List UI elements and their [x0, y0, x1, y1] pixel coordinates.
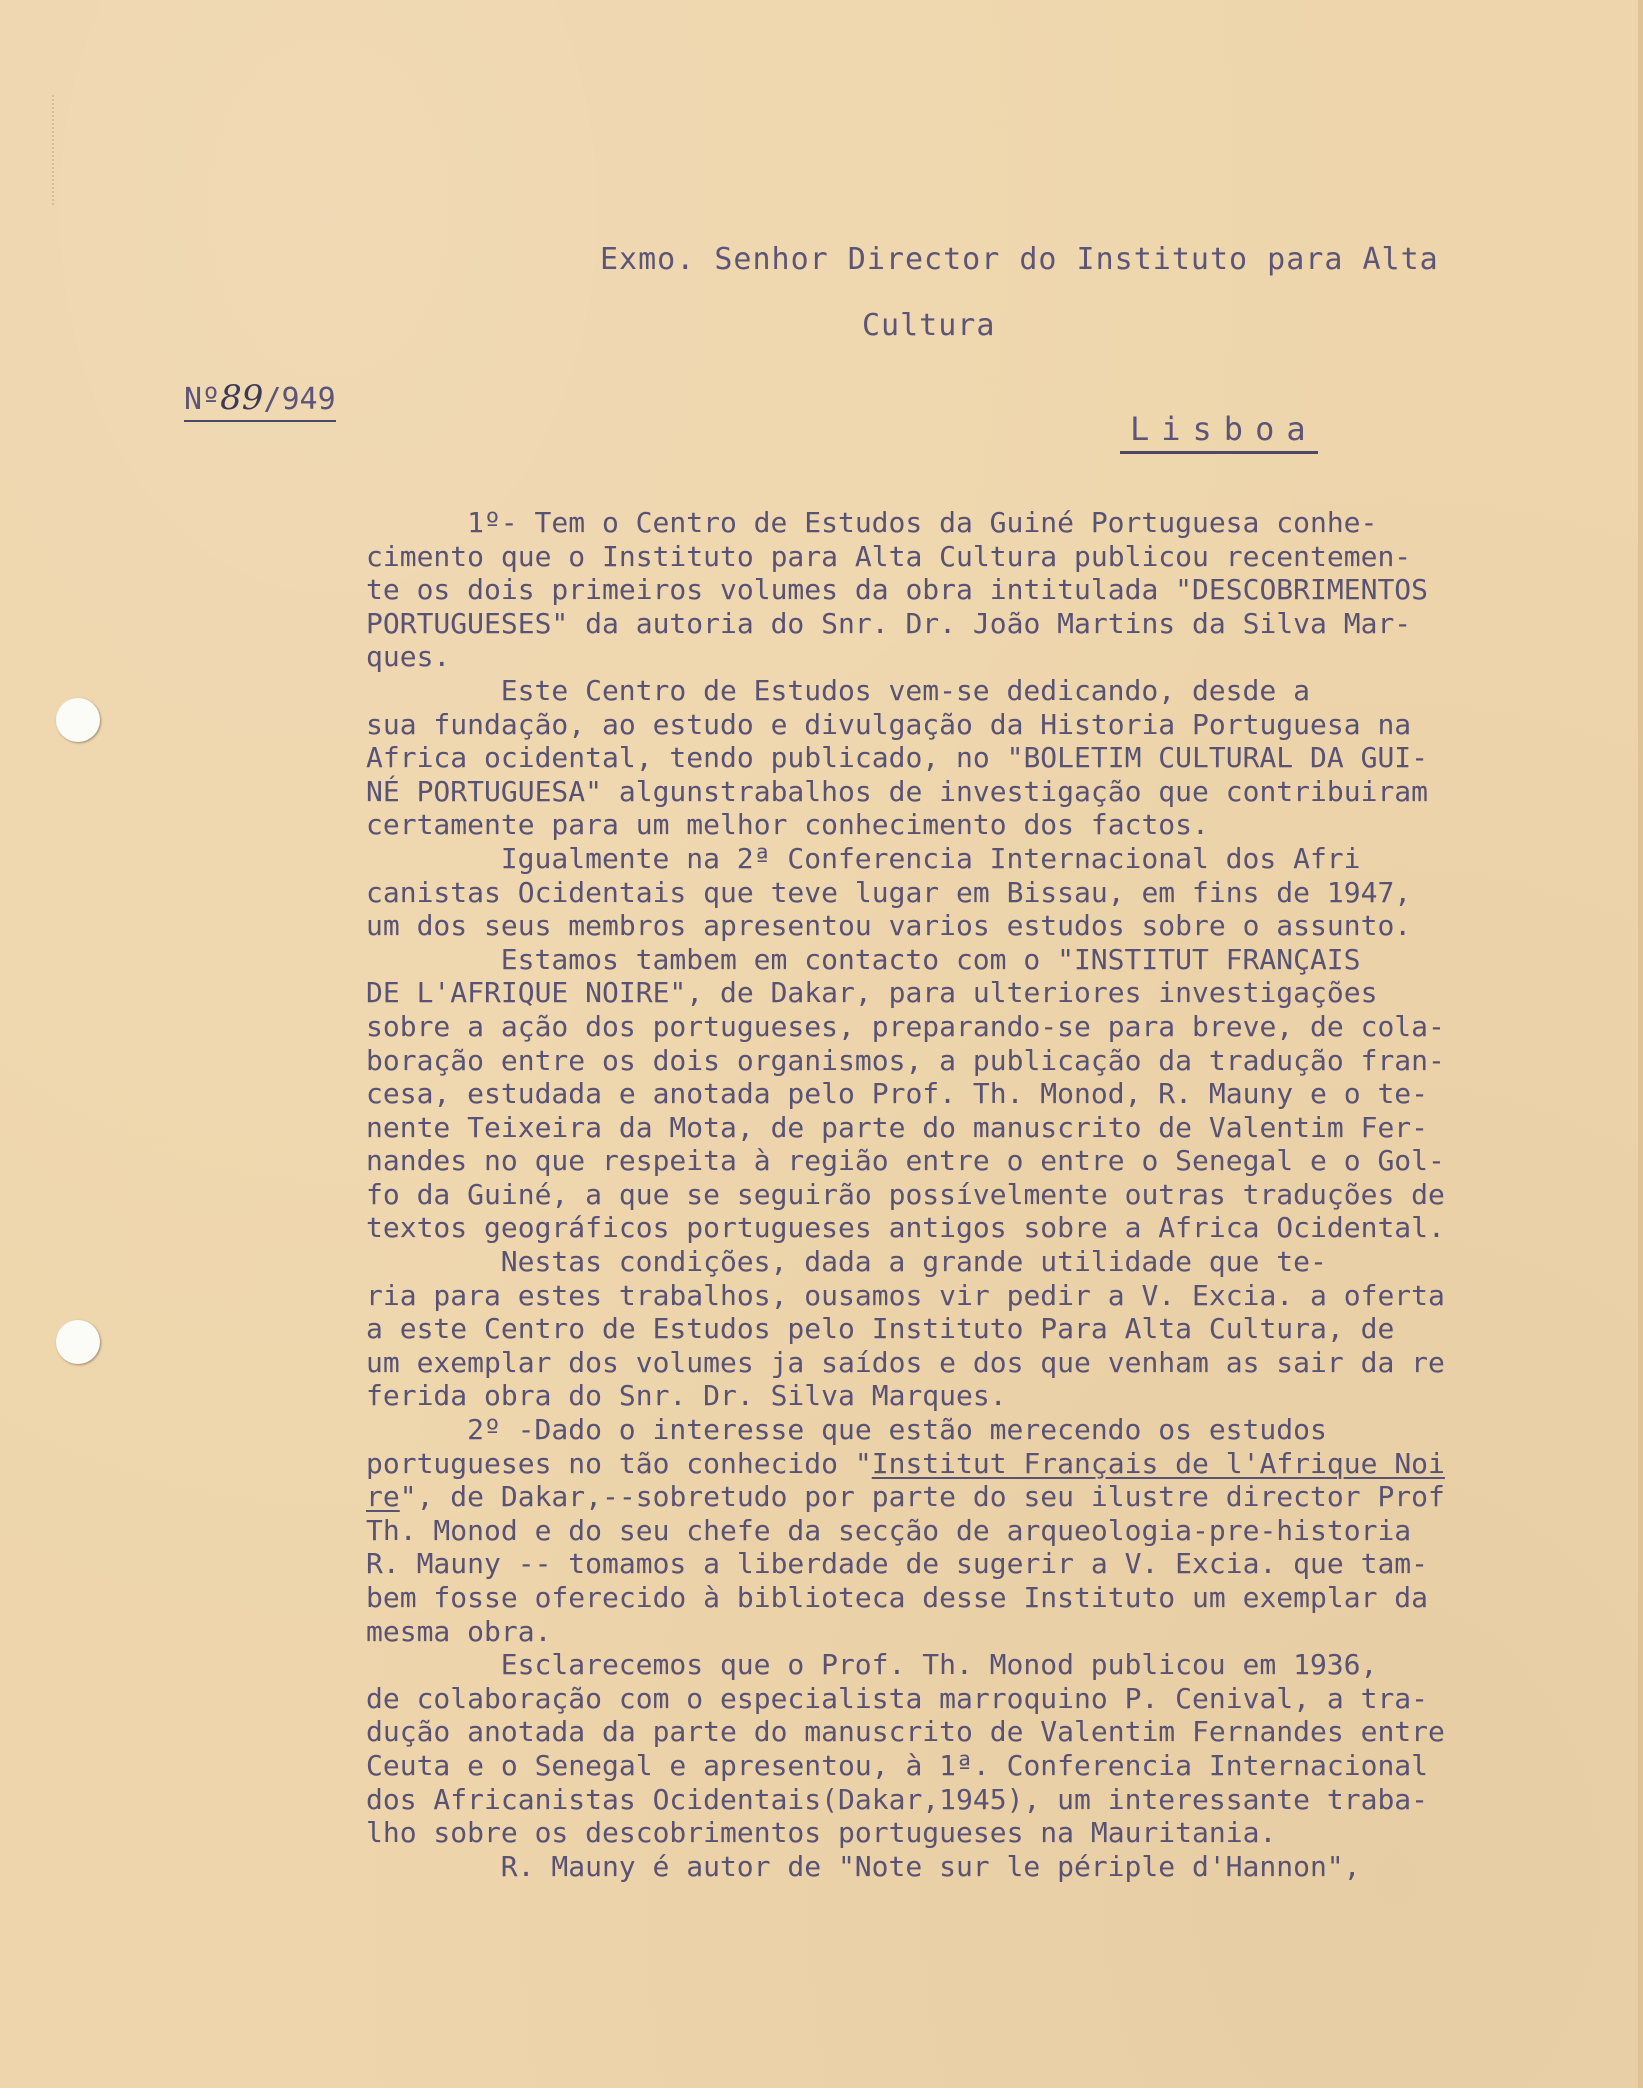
body-line: [366, 876, 1636, 910]
body-line: [366, 775, 1636, 809]
body-line-text: portugueses no tão conhecido ": [366, 1446, 872, 1480]
body-line-text: Este Centro de Estudos vem-se dedicando, desde a: [500, 673, 1310, 707]
body-line: [366, 1447, 1636, 1481]
body-line: [366, 1279, 1636, 1313]
body-line-text: cesa, estudada e anotada pelo Prof. Th. Monod, R. Mauny e o te-: [366, 1077, 1429, 1111]
body-line-text: cimento que o Instituto para Alta Cultura publicou recentemen-: [366, 539, 1412, 573]
body-line-text: R. Mauny -- tomamos a liberdade de sugerir a V. Excia. que tam-: [366, 1547, 1429, 1581]
body-line-text: NÉ PORTUGUESA" algunstrabalhos de investigação que contribuiram: [366, 774, 1429, 808]
body-line: [366, 1346, 1636, 1380]
punch-hole-top: [56, 698, 100, 742]
reference-year: /949: [263, 382, 336, 417]
body-line-text: R. Mauny é autor de "Note sur le périple d'Hannon",: [500, 1849, 1361, 1883]
city-heading: Lisboa: [1120, 410, 1318, 454]
body-line-text: um dos seus membros apresentou varios estudos sobre o assunto.: [366, 909, 1412, 943]
body-line-text: sobre a ação dos portugueses, preparando-se para breve, de cola-: [366, 1009, 1445, 1043]
body-line-text: Nestas condições, dada a grande utilidade que te-: [500, 1245, 1327, 1279]
body-line-text: mesma obra.: [366, 1614, 552, 1648]
body-line-text: sua fundação, ao estudo e divulgação da Historia Portuguesa na: [366, 707, 1412, 741]
reference-number: [184, 378, 336, 422]
body-line-text: canistas Ocidentais que teve lugar em Bissau, em fins de 1947,: [366, 875, 1412, 909]
body-line: [366, 1581, 1636, 1615]
body-line-text: Igualmente na 2ª Conferencia Internacional dos Afri: [500, 841, 1361, 875]
body-line-text: dução anotada da parte do manuscrito de Valentim Fernandes entre: [366, 1715, 1445, 1749]
body-line: [366, 1816, 1636, 1850]
body-line: [366, 1178, 1636, 1212]
body-line: [366, 842, 1636, 876]
underlined-institution-name: re: [366, 1480, 400, 1514]
body-line-text: dos Africanistas Ocidentais(Dakar,1945), um interessante traba-: [366, 1782, 1429, 1816]
body-line-text: te os dois primeiros volumes da obra intitulada "DESCOBRIMENTOS: [366, 573, 1429, 607]
body-line: [366, 640, 1636, 674]
body-line: [366, 1245, 1636, 1279]
body-line: [366, 943, 1636, 977]
body-line: [366, 1850, 1636, 1884]
body-line: [366, 1648, 1636, 1682]
body-line-text: 2º -Dado o interesse que estão merecendo os estudos: [467, 1413, 1327, 1447]
body-line: [366, 1615, 1636, 1649]
body-line: [366, 1413, 1636, 1447]
letter-body: [366, 506, 1636, 1883]
body-line: [366, 1111, 1636, 1145]
underlined-institution-name: Institut Français de l'Afrique Noi: [871, 1446, 1445, 1480]
body-line-text: Esclarecemos que o Prof. Th. Monod publicou em 1936,: [500, 1648, 1378, 1682]
body-line: [366, 1480, 1636, 1514]
body-line: [366, 674, 1636, 708]
body-line: [366, 1682, 1636, 1716]
body-line-text: certamente para um melhor conhecimento dos factos.: [366, 808, 1209, 842]
body-line-text: DE L'AFRIQUE NOIRE", de Dakar, para ulteriores investigações: [366, 976, 1378, 1010]
body-line-text: ria para estes trabalhos, ousamos vir pedir a V. Excia. a oferta: [366, 1278, 1445, 1312]
body-line-text: Africa ocidental, tendo publicado, no "BOLETIM CULTURAL DA GUI-: [366, 741, 1429, 775]
addressee-line-2: Cultura: [862, 308, 996, 343]
body-line: [366, 1077, 1636, 1111]
body-line: [366, 1379, 1636, 1413]
body-line: [366, 540, 1636, 574]
body-line: [366, 1010, 1636, 1044]
body-line: [366, 1044, 1636, 1078]
body-line: [366, 1715, 1636, 1749]
body-line: [366, 573, 1636, 607]
body-line-text: nente Teixeira da Mota, de parte do manuscrito de Valentim Fer-: [366, 1110, 1429, 1144]
body-line-text: PORTUGUESES" da autoria do Snr. Dr. João Martins da Silva Mar-: [366, 606, 1412, 640]
body-line-text-cont: ", de Dakar,--sobretudo por parte do seu ilustre director Prof: [399, 1480, 1445, 1514]
body-line: [366, 607, 1636, 641]
body-line: [366, 741, 1636, 775]
body-line-text: ferida obra do Snr. Dr. Silva Marques.: [366, 1379, 1007, 1413]
body-line: [366, 506, 1636, 540]
body-line-text: 1º- Tem o Centro de Estudos da Guiné Portuguesa conhe-: [467, 506, 1378, 539]
body-line-text: Estamos tambem em contacto com o "INSTITUT FRANÇAIS: [500, 942, 1361, 976]
body-line-text: um exemplar dos volumes ja saídos e dos que venham as sair da re: [366, 1345, 1445, 1379]
body-line-text: textos geográficos portugueses antigos sobre a Africa Ocidental.: [366, 1211, 1445, 1245]
body-line-text: lho sobre os descobrimentos portugueses na Mauritania.: [366, 1816, 1277, 1850]
punch-hole-bottom: [56, 1320, 100, 1364]
body-line: [366, 1514, 1636, 1548]
body-line: [366, 1749, 1636, 1783]
body-line: [366, 708, 1636, 742]
addressee-line-1: Exmo. Senhor Director do Instituto para Alta: [600, 242, 1439, 277]
body-line-text: Ceuta e o Senegal e apresentou, à 1ª. Conferencia Internacional: [366, 1748, 1429, 1782]
body-line: [366, 1144, 1636, 1178]
body-line: [366, 1783, 1636, 1817]
body-line-text: boração entre os dois organismos, a publicação da tradução fran-: [366, 1043, 1445, 1077]
body-line: [366, 808, 1636, 842]
reference-handwritten-number: 89: [220, 378, 264, 418]
body-line-text: de colaboração com o especialista marroquino P. Cenival, a tra-: [366, 1681, 1429, 1715]
body-line-text: a este Centro de Estudos pelo Instituto Para Alta Cultura, de: [366, 1312, 1395, 1346]
body-line: [366, 909, 1636, 943]
body-line-text: ques.: [366, 640, 451, 674]
body-line-text: fo da Guiné, a que se seguirão possívelmente outras traduções de: [366, 1177, 1445, 1211]
body-line: [366, 976, 1636, 1010]
body-line-text: Th. Monod e do seu chefe da secção de arqueologia-pre-historia: [366, 1513, 1412, 1547]
body-line-text: nandes no que respeita à região entre o entre o Senegal e o Gol-: [366, 1144, 1445, 1178]
body-line: [366, 1547, 1636, 1581]
torn-edge-mark: [52, 95, 68, 205]
body-line-text: bem fosse oferecido à biblioteca desse Instituto um exemplar da: [366, 1581, 1429, 1614]
body-line: [366, 1211, 1636, 1245]
body-line: [366, 1312, 1636, 1346]
reference-prefix: Nº: [184, 382, 221, 417]
